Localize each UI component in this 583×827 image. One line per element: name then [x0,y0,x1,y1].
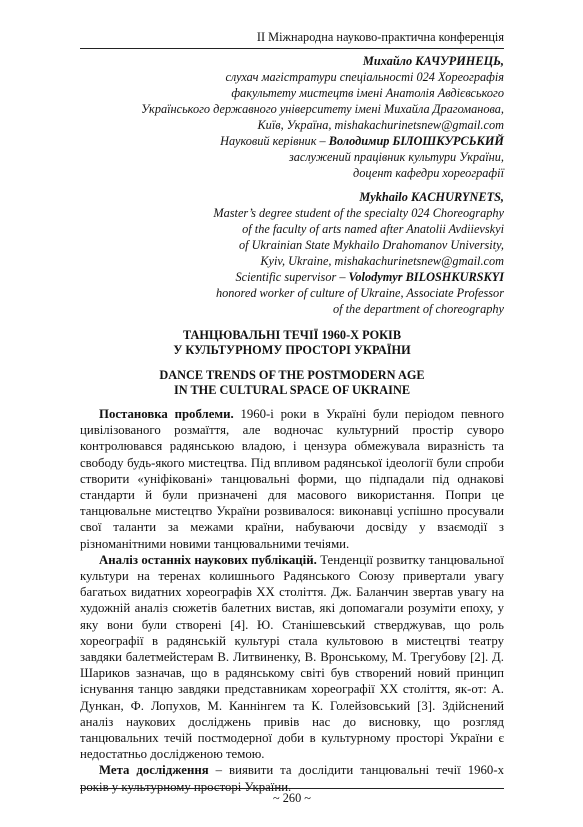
paragraph-lead: Мета дослідження [99,763,209,778]
supervisor-line-ua [80,133,504,149]
author-block-ua [80,53,504,181]
title-en [80,368,504,398]
page-number: ~ 260 ~ [273,791,311,805]
supervisor-prefix: Науковий керівник – [220,134,329,148]
author-name-en: Mykhailo KACHURYNETS, [359,190,504,204]
author-affiliation-line: слухач магістратури спеціальності 024 Хореографія [225,70,504,84]
title-en-line: IN THE CULTURAL SPACE OF UKRAINE [173,383,411,397]
author-affiliation-line: факультету мистецтв імені Анатолія Авдієвського [231,86,504,100]
author-affiliation-line: Master’s degree student of the specialty 024 Choreography [213,206,504,220]
conference-title: ІІ Міжнародна науково-практична конференція [256,30,504,44]
supervisor-prefix: Scientific supervisor – [235,270,349,284]
supervisor-title-line: заслужений працівник культури України, [288,150,504,164]
paragraph-text: – виявити та дослідити танцювальні течії 1960-х років у культурному просторі України. [80,763,504,794]
title-ua-line: ТАНЦЮВАЛЬНІ ТЕЧІЇ 1960-Х РОКІВ [182,328,402,342]
supervisor-title-line: of the department of choreography [333,302,504,316]
page [80,0,504,795]
author-affiliation-line: of the faculty of arts named after Anatolii Avdiievskyi [242,222,504,236]
title-en-line: DANCE TRENDS OF THE POSTMODERN AGE [159,368,425,382]
article-titles [80,328,504,398]
paragraph-lead: Аналіз останніх наукових публікацій. [99,552,317,567]
supervisor-title-line: доцент кафедри хореографії [353,166,504,180]
paragraph-text: Тенденції розвитку танцювальної культури на теренах колишнього Радянського Союзу привертали увагу багатьох видатних хореографів ХХ століття. Дж. Баланчин звертав увагу на художній аналіз сюжетів балетних вистав, які допомагали розуміти епоху, у яку вони були створені [4]. Ю. Станішевський стверджував, що роль хореографії в радянській культурі стала культовою в мистецтві театру завдяки балетмейстерам В. Литвиненку, В. Вронському, М. Трегубову [2]. Д. Шариков зазначав, що в радянському світі був створений новий принцип існування танцю завдяки представникам хореографії ХХ століття, як-от: А. Дункан, Ф. Лопухов, М. Каннінгем та К. Голейзовський [3]. Здійснений аналіз наукових досліджень привів нас до висновку, що розгляд танцювальних течій постмодерної доби в культурному просторі України є недостатньо дослідженою темою. [80,552,504,762]
author-affiliation-line: Kyiv, Ukraine, mishakachurinetsnew@gmail.com [260,254,504,268]
supervisor-title-line: honored worker of culture of Ukraine, Associate Professor [215,286,504,300]
page-footer [80,788,504,806]
title-ua [80,328,504,358]
paragraph-problem [80,406,504,552]
supervisor-name-ua: Володимир БІЛОШКУРСЬКИЙ [328,134,504,148]
title-ua-line: У КУЛЬТУРНОМУ ПРОСТОРІ УКРАЇНИ [173,343,411,357]
author-affiliation-line: Київ, Україна, mishakachurinetsnew@gmail.com [257,118,504,132]
author-block-en [80,189,504,317]
author-affiliation-line: Українського державного університету імені Михайла Драгоманова, [141,102,504,116]
author-name-ua: Михайло КАЧУРИНЕЦЬ, [362,54,504,68]
article-body [80,406,504,795]
supervisor-line-en [80,269,504,285]
paragraph-lead: Постановка проблеми. [99,407,234,421]
paragraph-text: 1960-і роки в Україні були періодом певного цивілізованого розмаїття, але водночас культурний простір суворо контролювався радянською владою, і цензура обмежувала виразність та свободу будь-якого мистецтва. Під впливом радянської ідеології були спроби створити «уніфіковані» танцювальні форми, що підпадали під однакові стандарти й були призначені для масового використання. Попри це танцювальне мистецтво України розвивалося: виконавці успішно просували свої таланти за межами країни, набуваючи досвіду у взаємодії з різноманітними новими танцювальними течіями. [80,407,504,551]
running-header [80,30,504,49]
paragraph-analysis [80,552,504,763]
supervisor-name-en: Volodymyr BILOSHKURSKYI [348,270,504,284]
author-affiliation-line: of Ukrainian State Mykhailo Drahomanov University, [238,238,504,252]
